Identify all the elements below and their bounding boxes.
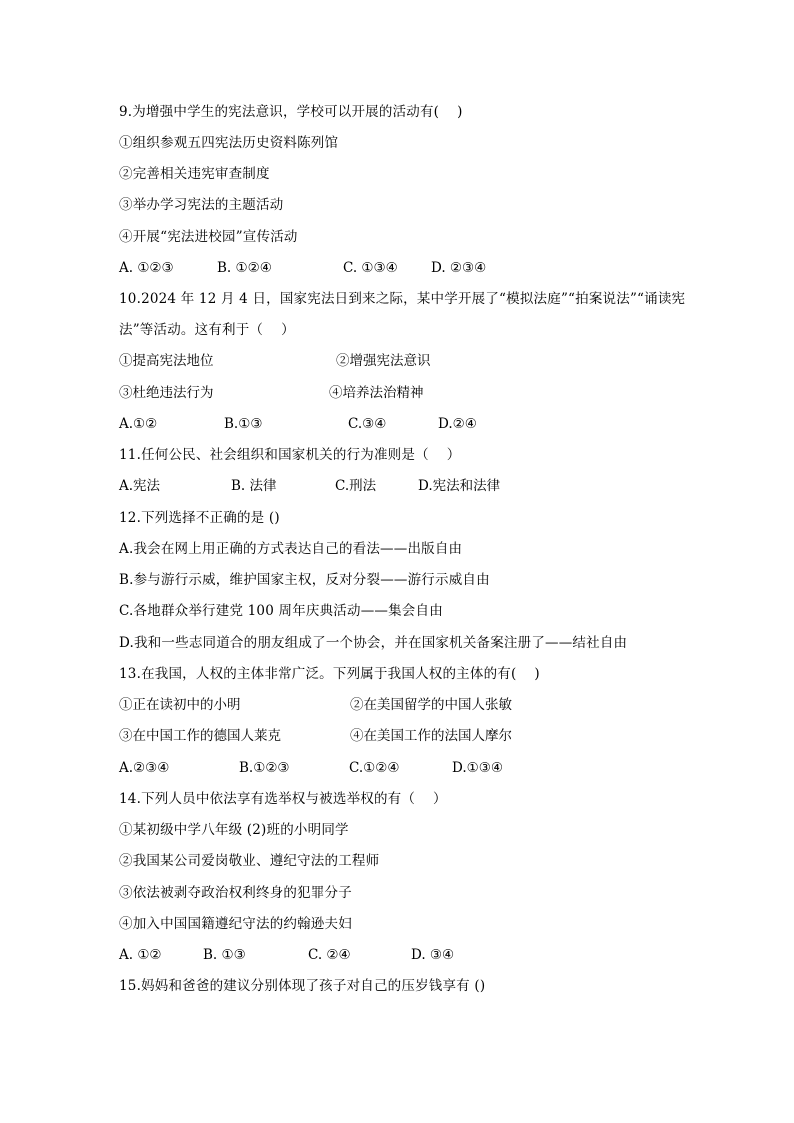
- q9-option-d: D. ②③④: [431, 260, 487, 276]
- q9-item-2: ②完善相关违宪审查制度: [119, 166, 270, 182]
- q13-option-a: A.②③④: [119, 760, 170, 776]
- q15-stem: 15.妈妈和爸爸的建议分别体现了孩子对自己的压岁钱享有 (): [119, 978, 486, 994]
- q11-option-d: D.宪法和法律: [418, 478, 501, 494]
- q12-option-d: D.我和一些志同道合的朋友组成了一个协会，并在国家机关备案注册了——结社自由: [119, 635, 628, 651]
- q13-option-c: C.①②④: [349, 760, 400, 776]
- q9-item-4: ④开展“宪法进校园”宣传活动: [119, 229, 298, 245]
- q14-item-1: ①某初级中学八年级 (2)班的小明同学: [119, 822, 349, 838]
- q14-stem: 14.下列人员中依法享有选举权与被选举权的有（ ）: [119, 791, 447, 807]
- q14-option-d: D. ③④: [411, 947, 455, 963]
- q10-option-a: A.①②: [119, 416, 158, 432]
- q13-item-2: ②在美国留学的中国人张敏: [350, 697, 512, 713]
- q11-option-c: C.刑法: [335, 478, 377, 494]
- q13-option-d: D.①③④: [452, 760, 503, 776]
- q12-option-a: A.我会在网上用正确的方式表达自己的看法——出版自由: [119, 541, 463, 557]
- q14-option-c: C. ②④: [308, 947, 351, 963]
- q10-item-4: ④培养法治精神: [329, 385, 424, 401]
- q14-option-b: B. ①③: [203, 947, 246, 963]
- q10-option-c: C.③④: [348, 416, 387, 432]
- q10-option-b: B.①③: [224, 416, 263, 432]
- q10-stem-line2: 法”等活动。这有利于（ ）: [119, 322, 295, 338]
- q13-item-1: ①正在读初中的小明: [119, 697, 241, 713]
- q13-item-3: ③在中国工作的德国人莱克: [119, 728, 281, 744]
- q13-option-b: B.①②③: [239, 760, 290, 776]
- q10-option-d: D.②④: [438, 416, 477, 432]
- q14-item-3: ③依法被剥夺政治权利终身的犯罪分子: [119, 885, 352, 901]
- q12-option-b: B.参与游行示威，维护国家主权，反对分裂——游行示威自由: [119, 572, 490, 588]
- q10-item-2: ②增强宪法意识: [336, 353, 431, 369]
- q11-stem: 11.任何公民、社会组织和国家机关的行为准则是（ ）: [119, 447, 461, 463]
- q9-stem: 9.为增强中学生的宪法意识，学校可以开展的活动有( ): [119, 104, 463, 120]
- q14-item-2: ②我国某公司爱岗敬业、遵纪守法的工程师: [119, 853, 380, 869]
- q14-item-4: ④加入中国国籍遵纪守法的约翰逊夫妇: [119, 916, 352, 932]
- q10-stem-line1: 10.2024 年 12 月 4 日，国家宪法日到来之际，某中学开展了“模拟法庭”“拍案说法”“诵读宪: [119, 291, 686, 307]
- q13-stem: 13.在我国，人权的主体非常广泛。下列属于我国人权的主体的有( ): [119, 666, 540, 682]
- q11-option-b: B. 法律: [231, 478, 277, 494]
- q14-option-a: A. ①②: [119, 947, 162, 963]
- q12-option-c: C.各地群众举行建党 100 周年庆典活动——集会自由: [119, 603, 443, 619]
- q13-item-4: ④在美国工作的法国人摩尔: [350, 728, 512, 744]
- q9-item-3: ③举办学习宪法的主题活动: [119, 197, 284, 213]
- q9-option-b: B. ①②④: [217, 260, 272, 276]
- q11-option-a: A.宪法: [119, 478, 161, 494]
- q9-option-c: C. ①③④: [343, 260, 398, 276]
- q10-item-1: ①提高宪法地位: [119, 353, 214, 369]
- q12-stem: 12.下列选择不正确的是 (): [119, 510, 280, 526]
- q10-item-3: ③杜绝违法行为: [119, 385, 214, 401]
- q9-option-a: A. ①②③: [119, 260, 174, 276]
- q9-item-1: ①组织参观五四宪法历史资料陈列馆: [119, 135, 339, 151]
